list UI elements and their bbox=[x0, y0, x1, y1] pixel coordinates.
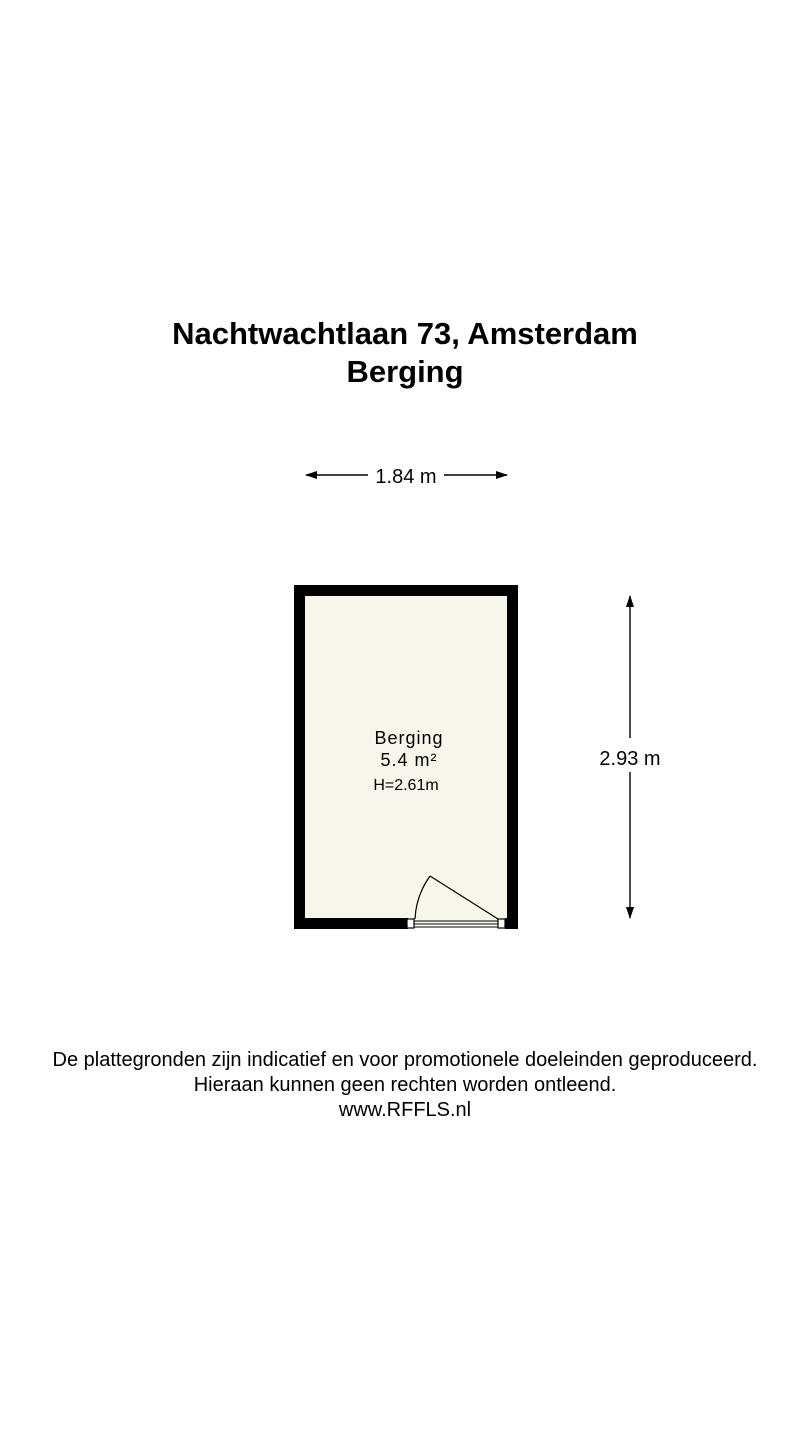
room-area: 5.4 m² bbox=[380, 750, 438, 770]
website-link[interactable]: www.RFFLS.nl bbox=[338, 1099, 472, 1121]
room-height: H=2.61m bbox=[373, 777, 439, 794]
room-name: Berging bbox=[374, 728, 444, 748]
width-label: 1.84 m bbox=[375, 466, 437, 488]
wall-top bbox=[294, 585, 518, 596]
wall-left bbox=[294, 585, 305, 929]
disclaimer-line-2: Hieraan kunnen geen rechten worden ontleend. bbox=[193, 1074, 617, 1096]
door-jamb-right bbox=[498, 919, 505, 928]
wall-bottom-left bbox=[294, 918, 408, 929]
plan-floor-title: Berging bbox=[346, 354, 464, 389]
wall-right bbox=[507, 585, 518, 929]
depth-label: 2.93 m bbox=[599, 748, 661, 770]
wall-bottom-right bbox=[505, 918, 518, 929]
depth-dimension bbox=[599, 596, 660, 918]
width-dimension bbox=[306, 466, 507, 488]
plan-address-title: Nachtwachtlaan 73, Amsterdam bbox=[172, 316, 638, 351]
disclaimer-line-1: De plattegronden zijn indicatief en voor promotionele doeleinden geproduceerd. bbox=[52, 1049, 758, 1071]
door-jamb-left bbox=[407, 919, 414, 928]
